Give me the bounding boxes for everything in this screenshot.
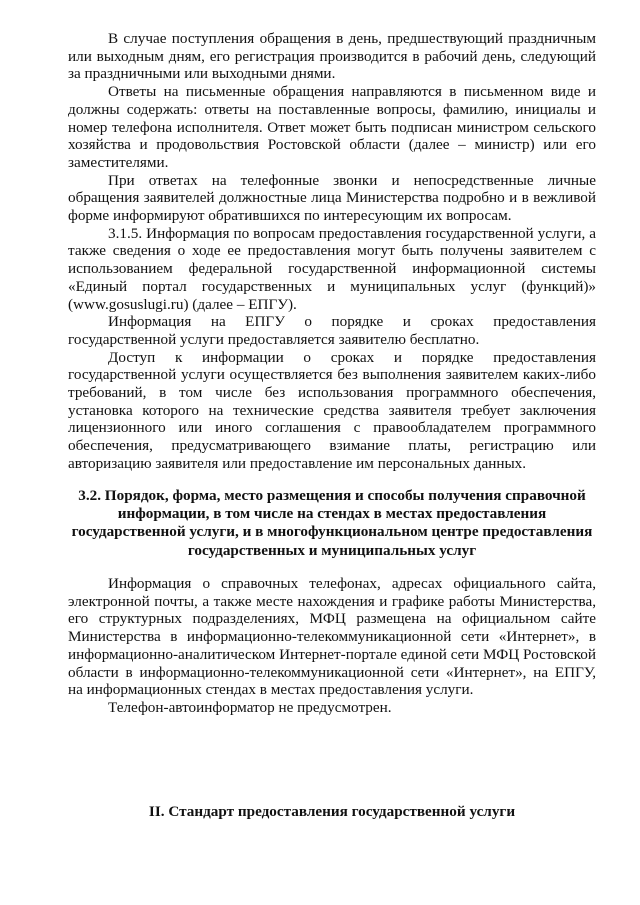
body-text-top <box>68 30 596 473</box>
section-heading-3-2: 3.2. Порядок, форма, место размещения и способы получения справочной информации, в том числе на стендах в местах предоставления государственной услуги, и в многофункциональном центре предоставления государственных и муниципальных услуг <box>71 487 593 559</box>
chapter-heading-ii: II. Стандарт предоставления государственной услуги <box>148 803 516 820</box>
paragraph-written-replies: Ответы на письменные обращения направляются в письменном виде и должны содержать: ответы на поставленные вопросы, фамилию, инициалы и номер телефона исполнителя. Ответ может быть подписан министром сельского хозяйства и продовольствия Ростовской области (далее – министр) или его заместителями. <box>68 83 596 171</box>
body-text-mid <box>68 575 596 717</box>
paragraph-autoinformer: Телефон-автоинформатор не предусмотрен. <box>108 698 392 716</box>
paragraph-reference-info: Информация о справочных телефонах, адресах официального сайта, электронной почты, а также месте нахождения и графике работы Министерства, его структурных подразделениях, МФЦ размещена на официальном сайте Министерства в информационно-телекоммуникационной сети «Интернет», в информационно-аналитическом Интернет-портале единой сети МФЦ Ростовской области в информационно-телекоммуникационной сети «Интернет», на ЕПГУ, на информационных стендах в местах предоставления услуги. <box>68 575 596 699</box>
paragraph-access-info: Доступ к информации о сроках и порядке предоставления государственной услуги осуществляется без выполнения заявителем каких-либо требований, в том числе без использования программного обеспечения, установка которого на технические средства заявителя требует заключения лицензионного или иного соглашения с правообладателем программного обеспечения, предусматривающего взимание платы, регистрацию или авторизацию заявителя или предоставление им персональных данных. <box>68 348 596 472</box>
paragraph-3-1-5-epgu: 3.1.5. Информация по вопросам предоставления государственной услуги, а также сведения о ходе ее предоставления могут быть получены заявителем с использованием федеральной государственной информационной системы «Единый портал государственных и муниципальных услуг (функций)» (www.gosuslugi.ru) (далее – ЕПГУ). <box>68 224 596 313</box>
paragraph-epgu-free: Информация на ЕПГУ о порядке и сроках предоставления государственной услуги предоставляется заявителю бесплатно. <box>68 313 596 348</box>
paragraph-holiday-registration: В случае поступления обращения в день, предшествующий праздничным или выходным дням, его регистрация производится в рабочий день, следующий за праздничными или выходными днями. <box>68 30 596 83</box>
paragraph-phone-replies: При ответах на телефонные звонки и непосредственные личные обращения заявителей должностные лица Министерства подробно и в вежливой форме информируют обратившихся по интересующим их вопросам. <box>68 171 596 225</box>
